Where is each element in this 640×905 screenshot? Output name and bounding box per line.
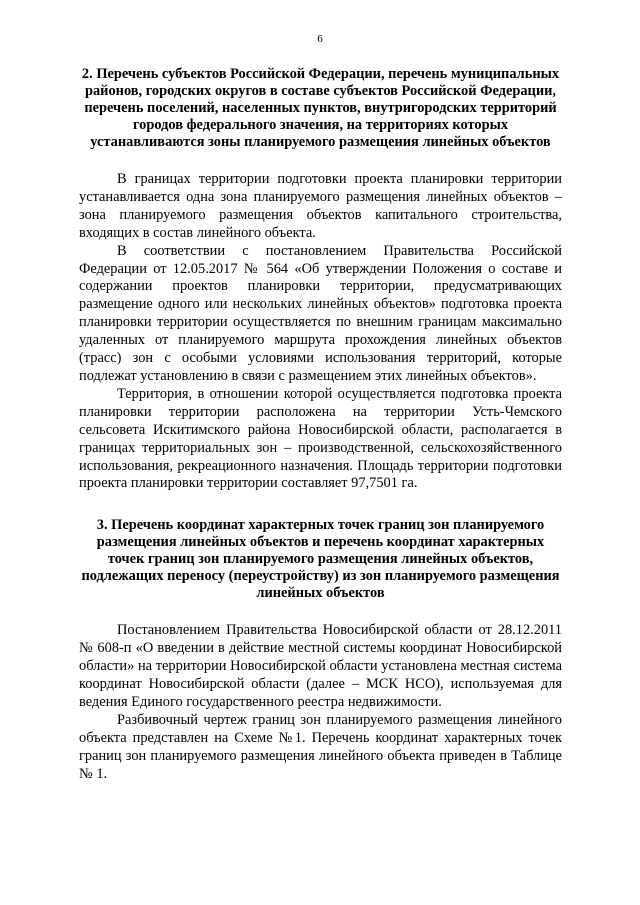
section-2-paragraph-2: В соответствии с постановлением Правительства Российской Федерации от 12.05.2017 № 564 «Об утверждении Положения о составе и содержании проектов планировки территории, предусматривающих размещение одного или нескольких линейных объектов» подготовка проекта планировки территории осуществляется по внешним границам максимально удаленных от планируемого маршрута прохождения линейных объектов (трасс) зон с особыми условиями использования территорий, которые подлежат установлению в связи с размещением этих линейных объектов». [79, 242, 562, 384]
section-3-heading: 3. Перечень координат характерных точек границ зон планируемого размещения линейных объектов и перечень координат характерных точек границ зон планируемого размещения линейных объектов, подлежащих переносу (переустройству) из зон планируемого размещения линейных объектов [81, 517, 560, 602]
section-2-paragraph-3: Территория, в отношении которой осуществляется подготовка проекта планировки территории расположена на территории Усть-Чемского сельсовета Искитимского района Новосибирской области, располагается в границах территориальных зон – производственной, сельскохозяйственного использования, рекреационного назначения. Площадь территории подготовки проекта планировки территории составляет 97,7501 га. [79, 385, 562, 492]
section-3-paragraph-2: Разбивочный чертеж границ зон планируемого размещения линейного объекта представлен на Схеме №1. Перечень координат характерных точек границ зон планируемого размещения линейного объекта приведен в Таблице № 1. [79, 711, 562, 782]
section-3 [79, 517, 562, 783]
section-2-paragraph-1: В границах территории подготовки проекта планировки территории устанавливается одна зона планируемого размещения линейных объектов – зона планируемого размещения объектов капитального строительства, входящих в состав линейного объекта. [79, 171, 562, 241]
section-3-body [79, 622, 562, 783]
section-2-body [79, 171, 562, 493]
page-number: 6 [317, 33, 323, 45]
section-2-heading: 2. Перечень субъектов Российской Федерации, перечень муниципальных районов, городских округов в составе субъектов Российской Федерации, перечень поселений, населенных пунктов, внутригородских территорий городов федерального значения, на территориях которых устанавливаются зоны планируемого размещения линейных объектов [81, 66, 560, 150]
section-3-paragraph-1: Постановлением Правительства Новосибирской области от 28.12.2011 № 608-п «О введении в действие местной системы координат Новосибирской области» на территории Новосибирской области установлена местная система координат Новосибирской области (далее – МСК НСО), используемая для ведения Единого государственного реестра недвижимости. [79, 622, 562, 710]
page-content [79, 66, 562, 783]
section-2 [79, 66, 562, 493]
